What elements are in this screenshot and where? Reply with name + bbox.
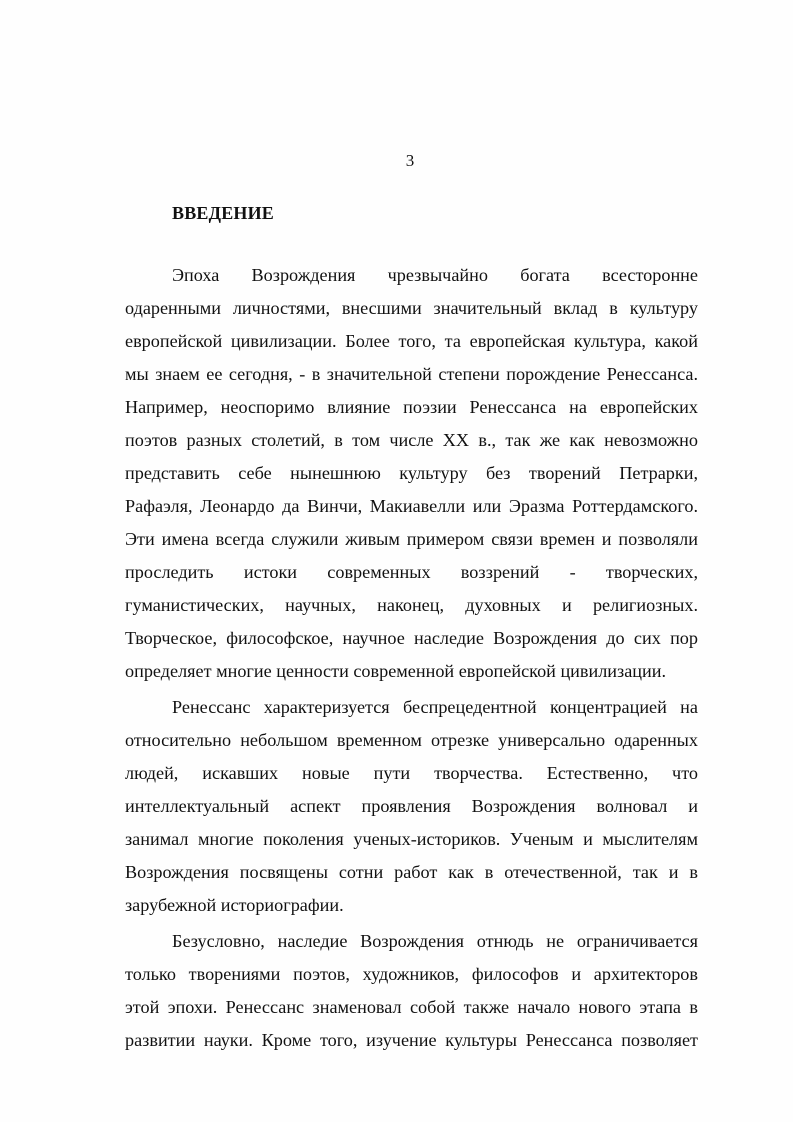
text-line: мы знаем ее сегодня, - в значительной степени порождение Ренессанса. (125, 364, 698, 384)
text-line: гуманистических, научных, наконец, духовных и религиозных. (125, 595, 698, 615)
text-line: развитии науки. Кроме того, изучение культуры Ренессанса позволяет (125, 1030, 698, 1050)
text-line: Ренессанс характеризуется беспрецедентной концентрацией на (172, 697, 698, 717)
body-text (125, 259, 698, 1060)
text-line: интеллектуальный аспект проявления Возрождения волновал и (125, 796, 698, 816)
text-line: европейской цивилизации. Более того, та европейская культура, какой (125, 331, 698, 351)
text-line: только творениями поэтов, художников, философов и архитекторов (125, 964, 698, 984)
text-line: определяет многие ценности современной европейской цивилизации. (125, 661, 667, 681)
paragraph-1 (125, 259, 698, 688)
text-line: Безусловно, наследие Возрождения отнюдь не ограничивается (172, 931, 698, 951)
text-line: этой эпохи. Ренессанс знаменовал собой также начало нового этапа в (125, 997, 698, 1017)
text-line: Эти имена всегда служили живым примером связи времен и позволяли (125, 529, 698, 549)
text-line: людей, искавших новые пути творчества. Естественно, что (125, 763, 698, 783)
text-line: проследить истоки современных воззрений - творческих, (125, 562, 698, 582)
text-line: одаренными личностями, внесшими значительный вклад в культуру (125, 298, 698, 318)
text-line: Например, неоспоримо влияние поэзии Ренессанса на европейских (125, 397, 698, 417)
page-number: 3 (405, 151, 415, 170)
text-line: Творческое, философское, научное наследие Возрождения до сих пор (125, 628, 698, 648)
text-line: занимал многие поколения ученых-историков. Ученым и мыслителям (125, 829, 698, 849)
text-line: Рафаэля, Леонардо да Винчи, Макиавелли или Эразма Роттердамского. (125, 496, 698, 516)
text-line: представить себе нынешнюю культуру без творений Петрарки, (125, 463, 698, 483)
text-line: Эпоха Возрождения чрезвычайно богата всесторонне (172, 265, 698, 285)
text-line: относительно небольшом временном отрезке универсально одаренных (125, 730, 698, 750)
paragraph-3 (125, 925, 698, 1057)
paragraph-2 (125, 691, 698, 922)
section-heading: ВВЕДЕНИЕ (172, 203, 275, 223)
text-line: зарубежной историографии. (125, 895, 344, 915)
text-line: Возрождения посвящены сотни работ как в отечественной, так и в (125, 862, 698, 882)
text-line: поэтов разных столетий, в том числе XX в., так же как невозможно (125, 430, 698, 450)
